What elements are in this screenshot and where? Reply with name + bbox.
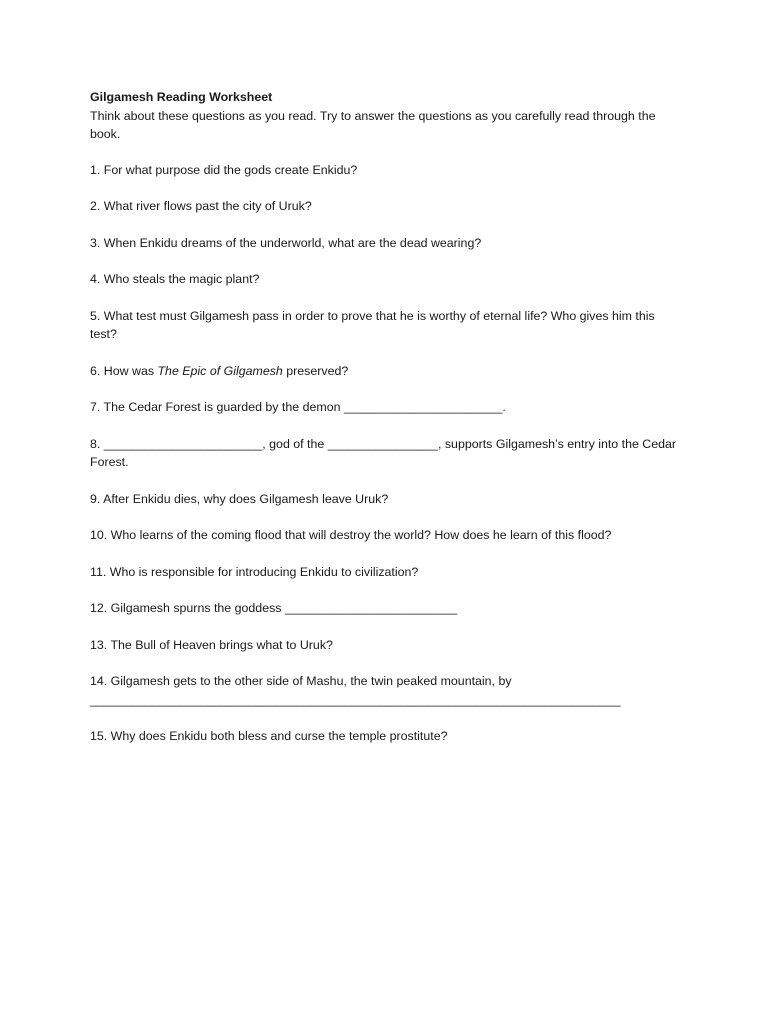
question-6 bbox=[90, 362, 680, 381]
question-11: 11. Who is responsible for introducing Enkidu to civilization? bbox=[90, 564, 419, 579]
question-4: 4. Who steals the magic plant? bbox=[90, 272, 260, 286]
question-6-book-title: The Epic of Gilgamesh bbox=[157, 363, 283, 378]
question-2: 2. What river flows past the city of Uruk? bbox=[90, 199, 312, 213]
worksheet-title: Gilgamesh Reading Worksheet bbox=[90, 90, 273, 104]
question-6-prefix: 6. How was bbox=[90, 363, 158, 378]
question-13: 13. The Bull of Heaven brings what to Uruk? bbox=[90, 637, 333, 652]
question-14-text: 14. Gilgamesh gets to the other side of Mashu, the twin peaked mountain, by bbox=[90, 674, 512, 688]
worksheet-content bbox=[90, 88, 680, 764]
question-10: 10. Who learns of the coming flood that will destroy the world? How does he learn of this flood? bbox=[90, 528, 612, 542]
question-5: 5. What test must Gilgamesh pass in order to prove that he is worthy of eternal life? Who gives him this test? bbox=[90, 308, 655, 341]
question-8: 8. _______________________, god of the ________________, supports Gilgamesh’s entry into the Cedar Forest. bbox=[90, 436, 677, 469]
question-6-suffix: preserved? bbox=[282, 363, 349, 378]
question-12: 12. Gilgamesh spurns the goddess _________________________ bbox=[90, 601, 458, 615]
question-14 bbox=[90, 672, 680, 709]
question-9: 9. After Enkidu dies, why does Gilgamesh leave Uruk? bbox=[90, 491, 389, 506]
question-14-answer-blank: _____________________________________________________________________________ bbox=[90, 692, 621, 707]
question-15: 15. Why does Enkidu both bless and curse the temple prostitute? bbox=[90, 729, 448, 743]
question-1: 1. For what purpose did the gods create Enkidu? bbox=[90, 162, 358, 177]
question-7: 7. The Cedar Forest is guarded by the demon _______________________. bbox=[90, 400, 506, 414]
question-3: 3. When Enkidu dreams of the underworld, what are the dead wearing? bbox=[90, 235, 482, 250]
worksheet-intro: Think about these questions as you read. Try to answer the questions as you carefully read through the book. bbox=[90, 108, 656, 141]
